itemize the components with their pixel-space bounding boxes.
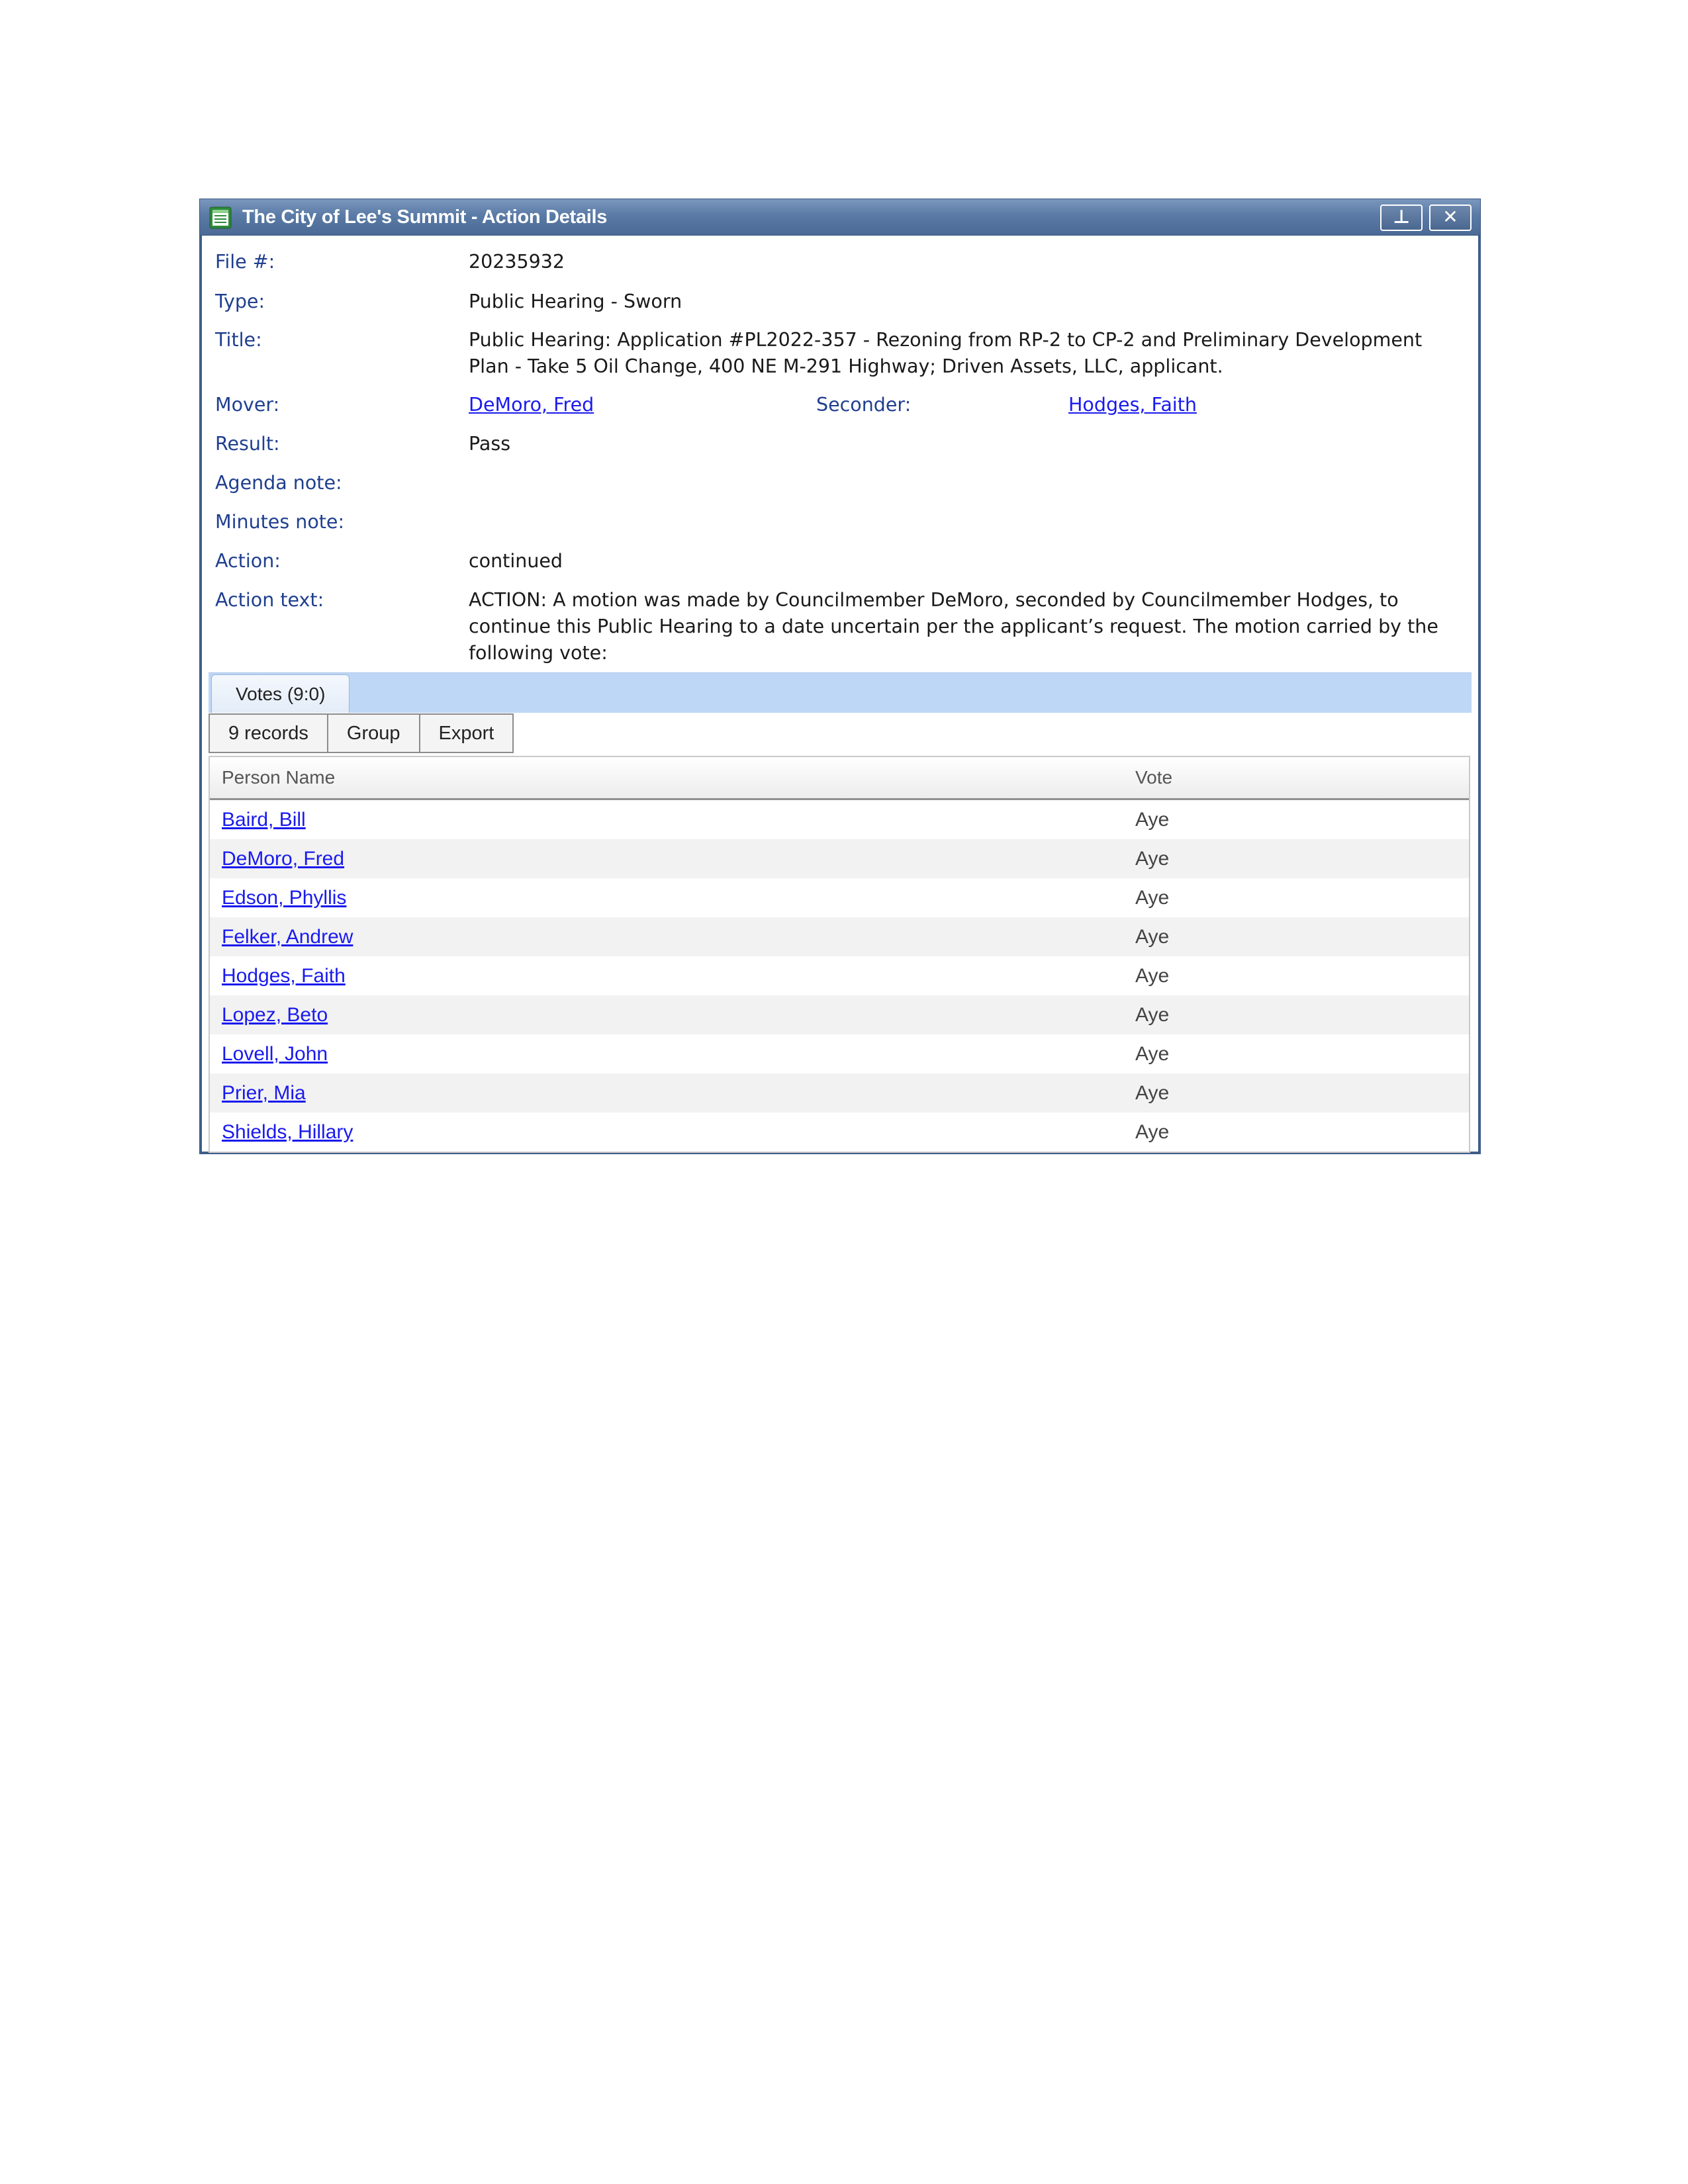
person-name-link[interactable]: Prier, Mia xyxy=(222,1082,306,1104)
table-row xyxy=(210,800,1469,839)
tab-strip xyxy=(209,672,1472,713)
file-label: File #: xyxy=(215,251,275,273)
type-value: Public Hearing - Sworn xyxy=(469,291,682,312)
vote-value: Aye xyxy=(1135,1082,1170,1104)
table-row xyxy=(210,878,1469,917)
vote-value: Aye xyxy=(1135,809,1170,831)
table-row xyxy=(210,917,1469,956)
action-details-dialog xyxy=(199,199,1481,1154)
action-value: continued xyxy=(469,550,563,572)
action-text-value: ACTION: A motion was made by Councilmember DeMoro, seconded by Councilmember Hodges, to continue this Public Hearing to a date uncertain per the applicant’s request. The motion carried by the following vote: xyxy=(469,589,1438,664)
votes-table-header xyxy=(210,757,1469,800)
pin-icon: ⊥ xyxy=(1393,206,1410,228)
column-header-vote[interactable]: Vote xyxy=(1135,767,1173,788)
seconder-label: Seconder: xyxy=(816,394,912,416)
grid-toolbar xyxy=(209,713,512,753)
records-count-button[interactable]: 9 records xyxy=(209,713,328,753)
pin-button[interactable] xyxy=(1380,205,1423,231)
agenda-note-label: Agenda note: xyxy=(215,472,342,494)
mover-link[interactable]: DeMoro, Fred xyxy=(469,394,594,416)
document-list-icon xyxy=(209,206,232,229)
vote-value: Aye xyxy=(1135,848,1170,870)
vote-value: Aye xyxy=(1135,887,1170,909)
action-text-label: Action text: xyxy=(215,589,324,611)
dialog-titlebar[interactable] xyxy=(199,199,1481,236)
close-button[interactable] xyxy=(1429,205,1472,231)
table-row xyxy=(210,1073,1469,1113)
result-value: Pass xyxy=(469,433,511,455)
dialog-title: The City of Lee's Summit - Action Details xyxy=(242,206,608,228)
person-name-link[interactable]: Lovell, John xyxy=(222,1043,328,1065)
table-row xyxy=(210,1034,1469,1073)
type-label: Type: xyxy=(215,291,265,312)
table-row xyxy=(210,995,1469,1034)
person-name-link[interactable]: DeMoro, Fred xyxy=(222,848,345,870)
vote-value: Aye xyxy=(1135,965,1170,987)
vote-value: Aye xyxy=(1135,1121,1170,1143)
export-button[interactable]: Export xyxy=(419,713,514,753)
table-row xyxy=(210,1113,1469,1152)
minutes-note-label: Minutes note: xyxy=(215,511,345,533)
action-label: Action: xyxy=(215,550,281,572)
tab-votes[interactable]: Votes (9:0) xyxy=(211,674,350,713)
votes-table xyxy=(209,756,1470,1153)
file-value: 20235932 xyxy=(469,251,565,273)
person-name-link[interactable]: Edson, Phyllis xyxy=(222,887,347,909)
table-row xyxy=(210,956,1469,995)
vote-value: Aye xyxy=(1135,1043,1170,1065)
mover-label: Mover: xyxy=(215,394,280,416)
person-name-link[interactable]: Felker, Andrew xyxy=(222,926,353,948)
column-header-person-name[interactable]: Person Name xyxy=(222,767,336,788)
table-row xyxy=(210,839,1469,878)
result-label: Result: xyxy=(215,433,280,455)
title-label: Title: xyxy=(215,329,262,351)
person-name-link[interactable]: Baird, Bill xyxy=(222,809,306,831)
group-button[interactable]: Group xyxy=(327,713,420,753)
vote-value: Aye xyxy=(1135,1004,1170,1026)
seconder-link[interactable]: Hodges, Faith xyxy=(1068,394,1197,416)
title-value: Public Hearing: Application #PL2022-357 - Rezoning from RP-2 to CP-2 and Preliminary Development Plan - Take 5 Oil Change, 400 NE M-291 Highway; Driven Assets, LLC, applicant. xyxy=(469,329,1423,377)
person-name-link[interactable]: Hodges, Faith xyxy=(222,965,346,987)
person-name-link[interactable]: Lopez, Beto xyxy=(222,1004,328,1026)
vote-value: Aye xyxy=(1135,926,1170,948)
close-icon: ✕ xyxy=(1442,206,1458,228)
person-name-link[interactable]: Shields, Hillary xyxy=(222,1121,353,1143)
